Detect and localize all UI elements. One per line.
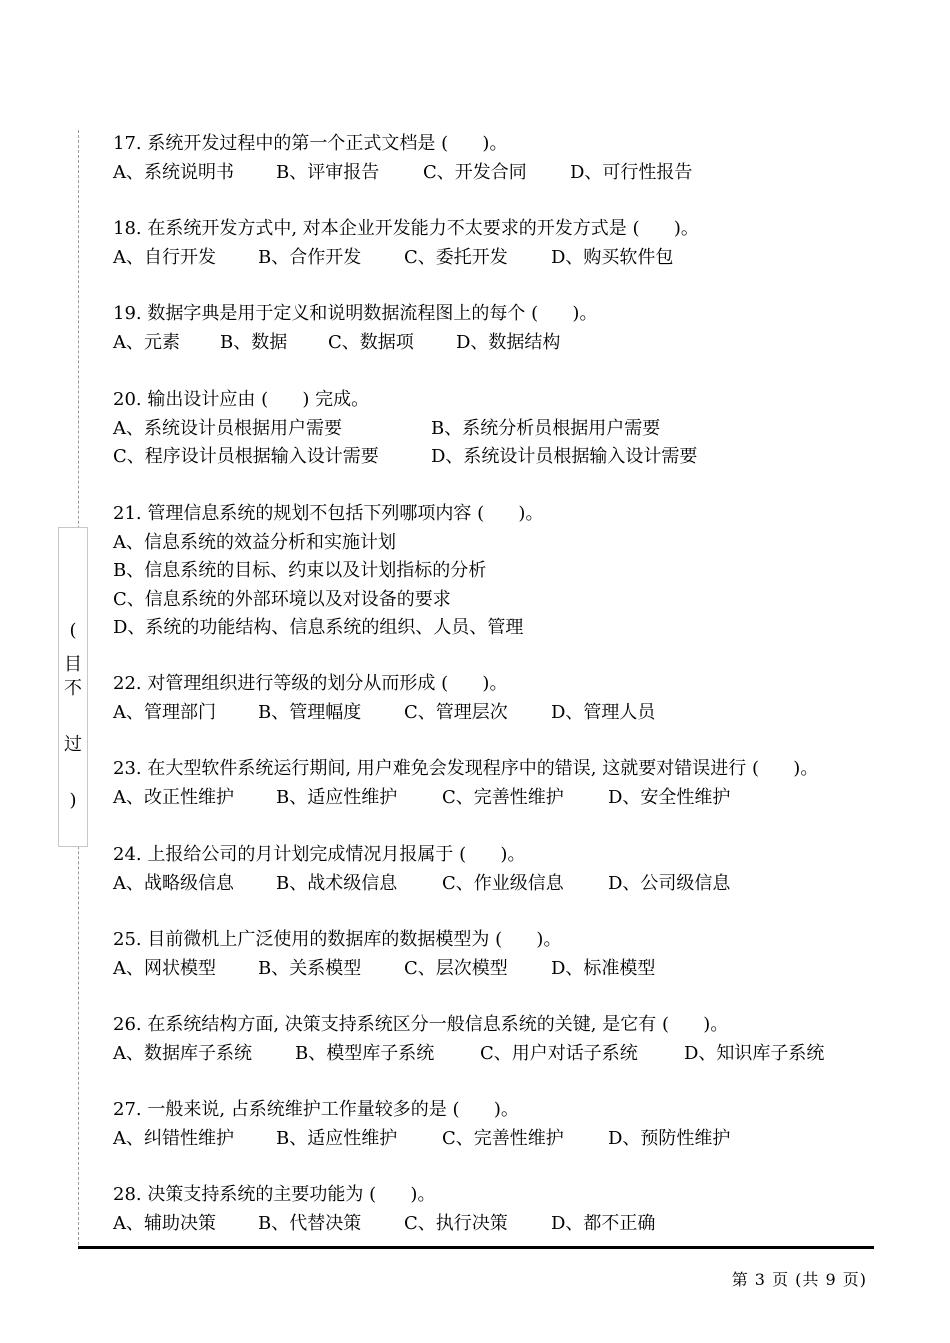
question-20 [113,386,698,472]
option-c: C、执行决策 [404,1212,508,1234]
option-c: C、用户对话子系统 [480,1042,638,1064]
option-d: D、系统设计员根据输入设计需要 [431,446,698,467]
footer-rule [78,1246,874,1249]
option-row [113,870,731,899]
question-stem: 21. 管理信息系统的规划不包括下列哪项内容 ( )。 [113,503,544,524]
binding-char: ) [69,790,77,811]
question-stem: 26. 在系统结构方面, 决策支持系统区分一般信息系统的关键, 是它有 ( )。 [113,1014,729,1035]
option-c: C、信息系统的外部环境以及对设备的要求 [113,588,451,610]
option-d: D、数据结构 [456,331,561,353]
option-row [113,1040,825,1069]
option-a: A、管理部门 [113,701,216,723]
question-stem: 28. 决策支持系统的主要功能为 ( )。 [113,1184,436,1205]
option-b: B、数据 [220,331,288,353]
option-a: A、系统说明书 [113,161,234,183]
question-27 [113,1096,731,1153]
option-b: B、评审报告 [276,161,380,183]
option-c: C、层次模型 [404,957,508,979]
option-a: A、网状模型 [113,957,216,979]
binding-margin-box [58,527,88,847]
question-17 [113,130,693,187]
option-b: B、信息系统的目标、约束以及计划指标的分析 [113,560,487,581]
option-c: C、作业级信息 [442,872,564,894]
option-row [113,443,698,472]
option-d: D、系统的功能结构、信息系统的组织、人员、管理 [113,617,524,638]
question-22 [113,670,656,727]
option-a: A、系统设计员根据用户需要 [113,417,342,439]
option-a: A、改正性维护 [113,786,234,808]
option-d: D、管理人员 [551,701,656,723]
question-24 [113,841,731,898]
question-stem: 27. 一般来说, 占系统维护工作量较多的是 ( )。 [113,1099,519,1120]
option-row [113,159,693,188]
option-b: B、代替决策 [258,1212,362,1234]
page-number: 第 3 页 (共 9 页) [731,1270,867,1289]
question-stem: 22. 对管理组织进行等级的划分从而形成 ( )。 [113,673,508,694]
question-stem: 19. 数据字典是用于定义和说明数据流程图上的每个 ( )。 [113,303,598,324]
option-d: D、购买软件包 [551,246,674,268]
option-row [113,415,661,444]
option-d: D、都不正确 [551,1212,656,1234]
question-stem: 24. 上报给公司的月计划完成情况月报属于 ( )。 [113,844,526,865]
question-stem: 17. 系统开发过程中的第一个正式文档是 ( )。 [113,133,508,154]
option-d: D、可行性报告 [570,161,693,183]
option-row [113,1125,731,1154]
question-23 [113,755,818,812]
option-row [113,244,699,273]
option-c: C、数据项 [328,331,414,353]
option-b: B、战术级信息 [276,872,398,894]
option-d: D、安全性维护 [608,786,731,808]
question-28 [113,1181,656,1238]
option-row [113,784,818,813]
question-19 [113,300,597,357]
option-d: D、标准模型 [551,957,656,979]
option-a: A、辅助决策 [113,1212,216,1234]
option-d: D、预防性维护 [608,1127,731,1149]
option-c: C、完善性维护 [442,786,564,808]
question-stem: 18. 在系统开发方式中, 对本企业开发能力不太要求的开发方式是 ( )。 [113,218,699,239]
option-c: C、委托开发 [404,246,508,268]
binding-char: 目 [64,654,82,675]
option-b: B、关系模型 [258,957,362,979]
question-stem: 25. 目前微机上广泛使用的数据库的数据模型为 ( )。 [113,929,562,950]
option-a: A、信息系统的效益分析和实施计划 [113,531,396,553]
binding-char: ( [69,620,77,641]
binding-char: 不 [64,678,82,699]
option-a: A、战略级信息 [113,872,234,894]
option-c: C、开发合同 [423,161,527,183]
option-b: B、合作开发 [258,246,362,268]
question-stem: 23. 在大型软件系统运行期间, 用户难免会发现程序中的错误, 这就要对错误进行 ( )。 [113,758,819,779]
binding-char: 过 [64,734,82,755]
question-21 [113,500,543,643]
option-c: C、完善性维护 [442,1127,564,1149]
option-a: A、纠错性维护 [113,1127,234,1149]
option-b: B、模型库子系统 [295,1042,435,1064]
option-d: D、公司级信息 [608,872,731,894]
option-c: C、管理层次 [404,701,508,723]
option-row [113,1210,656,1239]
question-25 [113,926,656,983]
option-b: B、管理幅度 [258,701,362,723]
option-row [113,699,656,728]
option-b: B、适应性维护 [276,786,398,808]
option-b: B、系统分析员根据用户需要 [431,417,661,439]
question-stem: 20. 输出设计应由 ( ) 完成。 [113,389,370,410]
option-a: A、数据库子系统 [113,1042,252,1064]
option-a: A、元素 [113,331,180,353]
question-18 [113,215,699,272]
option-a: A、自行开发 [113,246,216,268]
option-b: B、适应性维护 [276,1127,398,1149]
option-row [113,329,597,358]
option-d: D、知识库子系统 [684,1042,825,1064]
option-row [113,955,656,984]
option-c: C、程序设计员根据输入设计需要 [113,446,379,467]
question-26 [113,1011,825,1068]
